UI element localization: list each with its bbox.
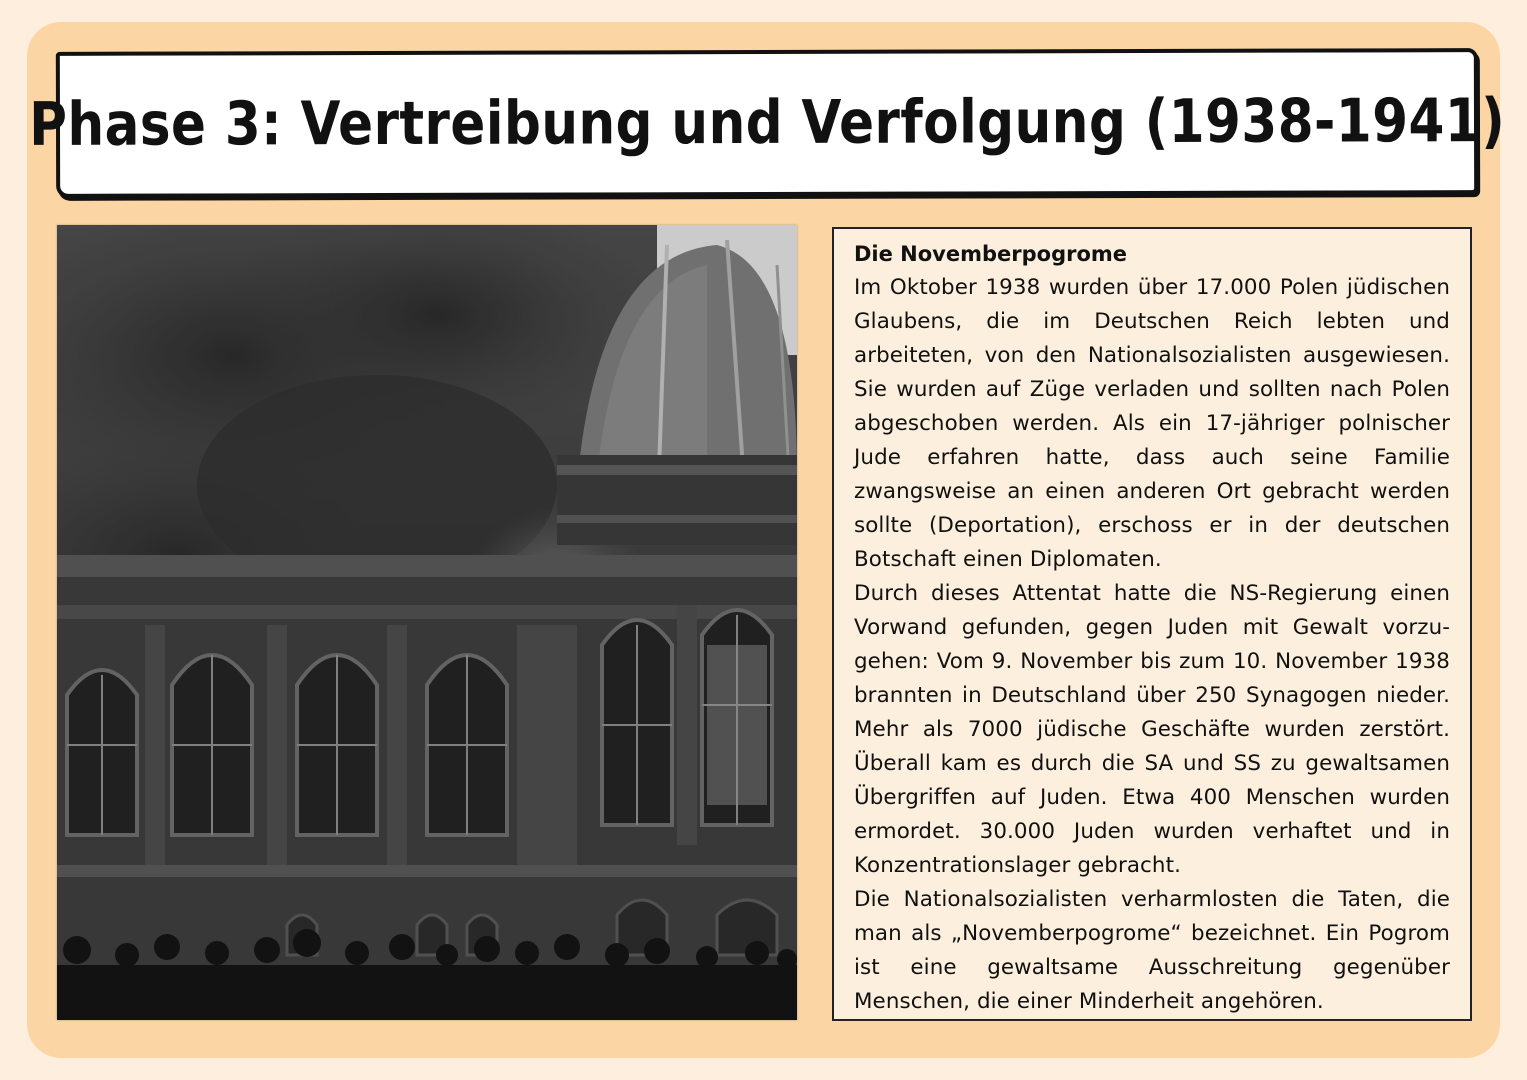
article-paragraph-2: Durch dieses Attentat hatte die NS-Regierung einen Vorwand gefunden, gegen Juden mit Gewalt vorzugehen: Vom 9. November bis zum 10. November 1938 brannten in Deutschland über 250 Synagogen nieder. Mehr als 7000 jüdische Geschäfte wurden zerstört. Überall kam es durch die SA und SS zu gewaltsamen Übergriffen auf Juden. Etwa 400 Menschen wurden ermordet. 30.000 Juden wurden verhaftet und in Konzentrationslager gebracht. — [854, 581, 1450, 878]
page-title: Phase 3: Vertreibung und Verfolgung (1938-1941) — [28, 86, 1506, 160]
article-paragraph-1: Im Oktober 1938 wurden über 17.000 Polen jüdischen Glaubens, die im Deutschen Reich lebten und arbeiteten, von den Nationalsozialisten ausgewiesen. Sie wurden auf Züge verladen und sollten nach Polen abgeschoben werden. Als ein 17-jähriger polnischer Jude erfahren hatte, dass auch seine Familie zwangsweise an einen anderen Ort gebracht werden sollte (Deportation), erschoss er in der deutschen Botschaft einen Diplomaten. — [854, 275, 1450, 572]
article-paragraph-3: Die Nationalsozialisten verharmlosten die Taten, die man als „Novemberpogrome“ bezeichnet. Ein Pogrom ist eine gewaltsame Ausschreitung gegenüber Menschen, die einer Minderheit angehören. — [854, 887, 1450, 1014]
article-heading: Die Novemberpogrome — [854, 242, 1128, 266]
article-box — [832, 227, 1472, 1021]
burning-synagogue-photo — [57, 225, 797, 1020]
photo-illustration — [57, 225, 797, 1020]
title-banner — [28, 48, 1506, 198]
